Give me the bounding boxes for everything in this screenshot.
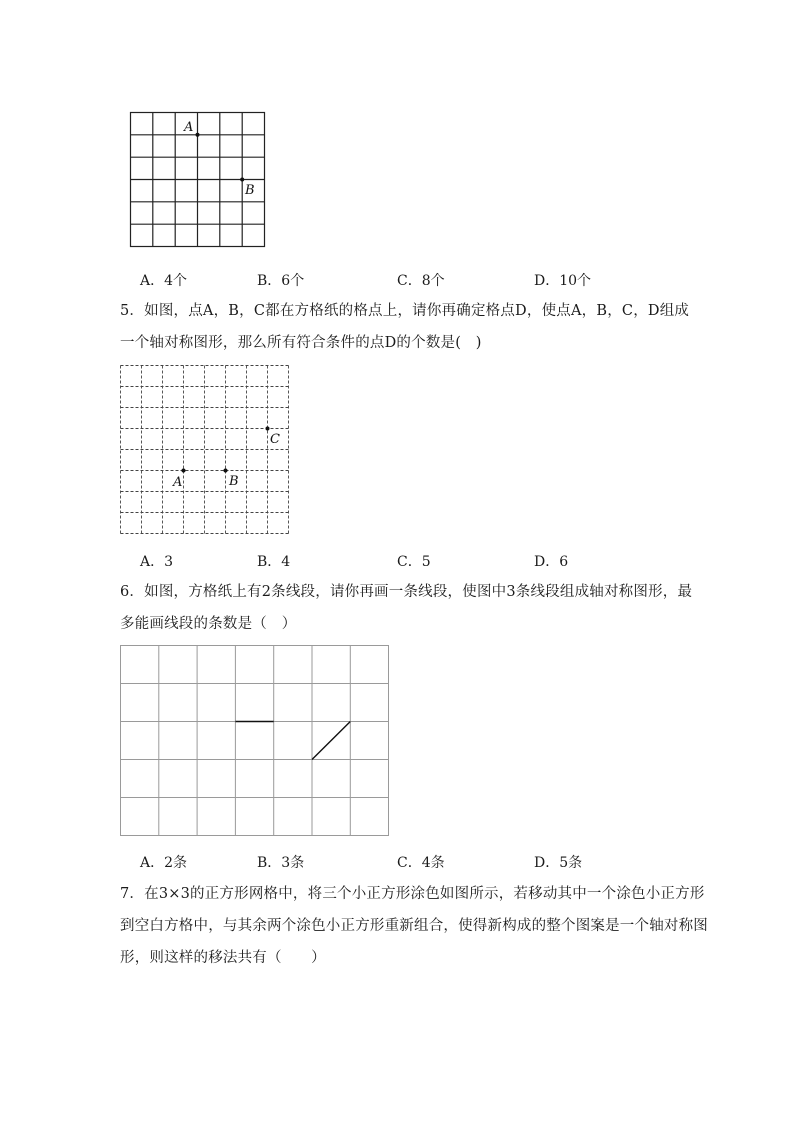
q6-question-line1: 6．如图，方格纸上有2条线段，请你再画一条线段，使图中3条线段组成轴对称图形，最	[120, 584, 693, 600]
grid-figure-q4	[130, 112, 266, 248]
label-b: B	[229, 474, 239, 489]
q4-option-b: B．6个	[257, 273, 305, 289]
q4-option-a: A．4个	[140, 273, 188, 289]
q7-question-line2: 到空白方格中，与其余两个涂色小正方形重新组合，使得新构成的整个图案是一个轴对称图	[120, 918, 708, 934]
q6-option-c: C．4条	[397, 855, 445, 871]
q6-option-d: D．5条	[534, 855, 583, 871]
q5-option-a: A．3	[140, 554, 174, 570]
point-b	[240, 178, 244, 182]
q5-question-line2: 一个轴对称图形，那么所有符合条件的点D的个数是( )	[120, 335, 482, 351]
q5-question-line1: 5．如图，点A，B，C都在方格纸的格点上，请你再确定格点D，使点A，B，C，D组成	[120, 303, 690, 319]
q5-option-d: D．6	[534, 554, 569, 570]
q7-question-line3: 形，则这样的移法共有（ ）	[120, 950, 326, 966]
point-a	[182, 469, 186, 473]
grid-figure-q6	[120, 645, 390, 837]
label-a: A	[184, 120, 194, 135]
grid-figure-q5	[120, 365, 290, 535]
q6-option-b: B．3条	[257, 855, 305, 871]
q4-option-c: C．8个	[397, 273, 445, 289]
segment-diagonal	[312, 722, 350, 760]
q6-option-a: A．2条	[140, 855, 188, 871]
q4-option-d: D．10个	[534, 273, 592, 289]
point-c	[266, 427, 270, 431]
q6-question-line2: 多能画线段的条数是（ ）	[120, 616, 297, 632]
point-b	[224, 469, 228, 473]
q5-option-c: C．5	[397, 554, 431, 570]
point-a	[196, 133, 200, 137]
label-b: B	[245, 183, 255, 198]
label-a: A	[173, 475, 183, 490]
label-c: C	[270, 432, 280, 447]
q5-option-b: B．4	[257, 554, 291, 570]
q7-question-line1: 7．在3×3的正方形网格中，将三个小正方形涂色如图所示，若移动其中一个涂色小正方形	[120, 886, 705, 902]
